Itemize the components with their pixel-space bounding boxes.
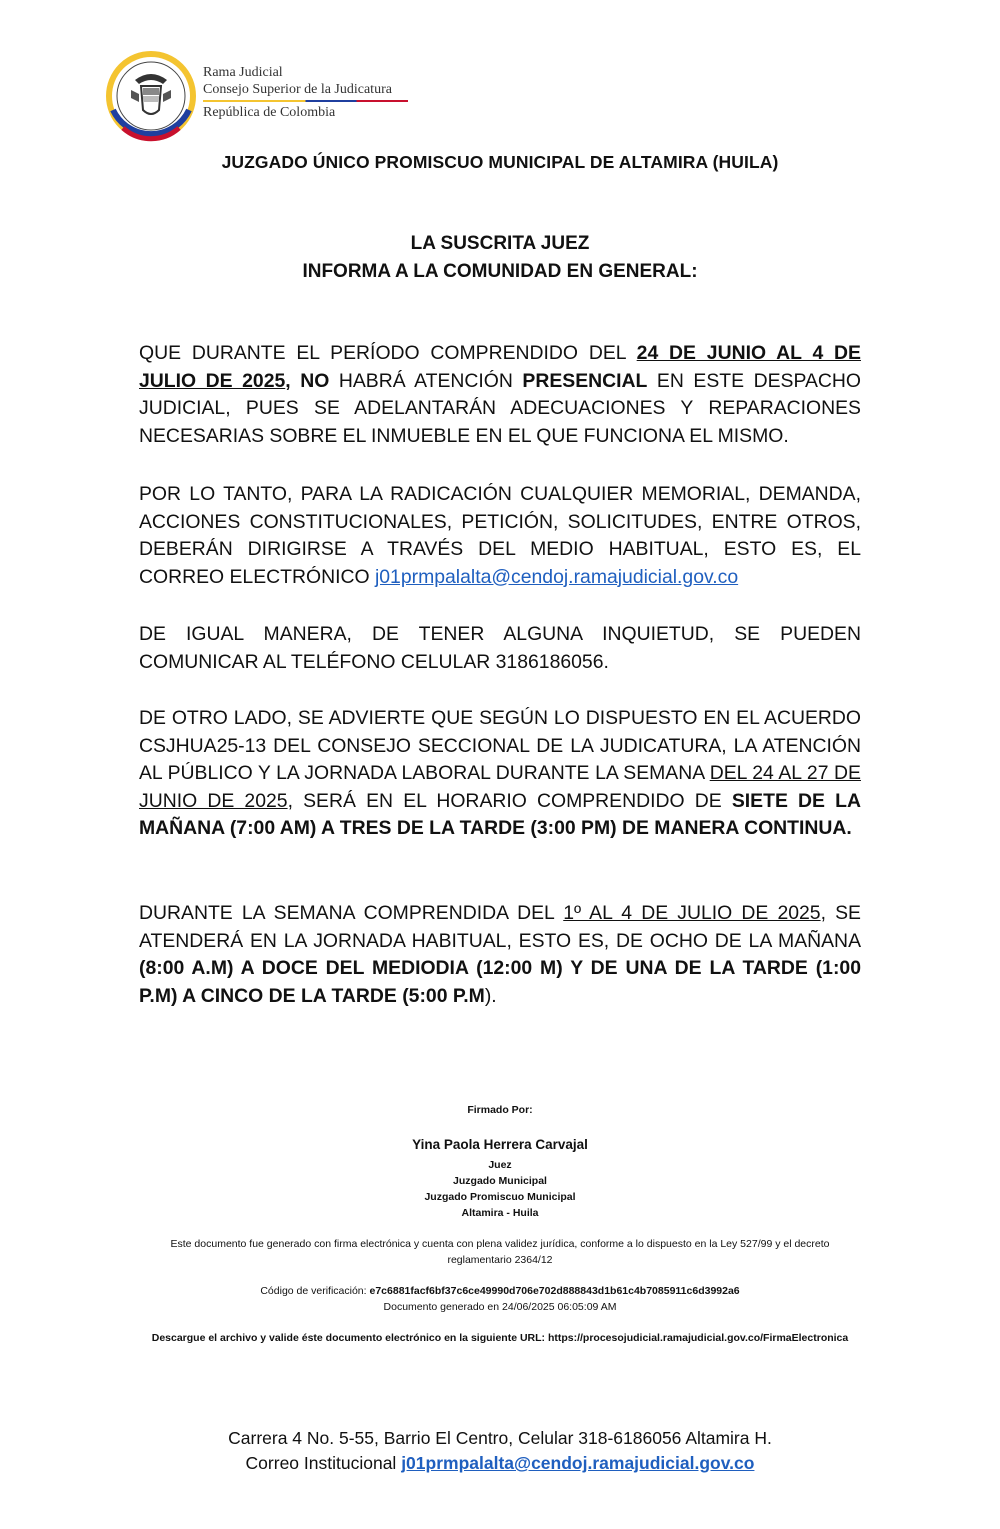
p3-text: DE IGUAL MANERA, DE TENER ALGUNA INQUIETUD, SE PUEDEN COMUNICAR AL TELÉFONO CELULAR 3186186056. (139, 623, 861, 673)
footer-email-link[interactable]: j01prmpalalta@cendoj.ramajudicial.gov.co (401, 1453, 755, 1473)
p5-hours: (8:00 A.M) A DOCE DEL MEDIODIA (12:00 M) Y DE UNA DE LA TARDE (1:00 P.M) A CINCO DE LA TARDE (5:00 P.M (139, 957, 861, 1007)
p1-text-1: QUE DURANTE EL PERÍODO COMPRENDIDO DEL (139, 342, 637, 364)
p4-text-2: , SERÁ EN EL HORARIO COMPRENDIDO DE (287, 789, 732, 812)
court-name: JUZGADO ÚNICO PROMISCUO MUNICIPAL DE ALTAMIRA (HUILA) (221, 152, 779, 172)
signer-role-4: Altamira - Huila (461, 1207, 539, 1219)
paragraph-schedule-july (139, 900, 861, 1010)
p1-no: , NO (285, 369, 330, 392)
validation-url: Descargue el archivo y valide éste documento electrónico en la siguiente URL: https://procesojudicial.ramajudicial.gov.co/FirmaElectronica (151, 1332, 849, 1344)
signer-roles (0, 1157, 1000, 1221)
p1-text-3: EN ESTE DESPACHO JUDICIAL, PUES SE ADELANTARÁN ADECUACIONES Y REPARACIONES NECESARIAS SOBRE EL INMUEBLE EN EL QUE FUNCIONA EL MISMO. (139, 369, 861, 447)
logo-text (203, 64, 408, 121)
p1-presencial: PRESENCIAL (522, 369, 648, 392)
footer-email-label: Correo Institucional (245, 1453, 402, 1473)
p4-dates: DEL 24 AL 27 DE JUNIO DE 2025 (139, 762, 861, 812)
verification-block (0, 1283, 1000, 1315)
legal-note (0, 1236, 1000, 1268)
footer-email-line (0, 1451, 1000, 1476)
colombia-judicial-seal-icon (105, 50, 197, 142)
p4-text-1: DE OTRO LADO, SE ADVIERTE QUE SEGÚN LO DISPUESTO EN EL ACUERDO CSJHUA25-13 DEL CONSEJO SECCIONAL DE LA JUDICATURA, LA ATENCIÓN AL PÚBLICO Y LA JORNADA LABORAL DURANTE LA SEMANA (139, 707, 861, 784)
signed-by-label: Firmado Por: (467, 1104, 533, 1116)
p5-end: ). (484, 984, 497, 1007)
logo-line-1: Rama Judicial (203, 65, 283, 80)
p2-text: POR LO TANTO, PARA LA RADICACIÓN CUALQUIER MEMORIAL, DEMANDA, ACCIONES CONSTITUCIONALES, PETICIÓN, SOLICITUDES, ENTRE OTROS, DEBERÁN DIRIGIRSE A TRAVÉS DEL MEDIO HABITUAL, ESTO ES, EL CORREO ELECTRÓNICO (139, 483, 861, 588)
legal-note-text: Este documento fue generado con firma electrónica y cuenta con plena validez jurídica, conforme a lo dispuesto en la Ley 527/99 y el decreto reglamentario 2364/12 (170, 1238, 830, 1266)
p1-text-2: HABRÁ ATENCIÓN (329, 369, 523, 392)
paragraph-schedule-june (139, 705, 861, 843)
p4-hours: SIETE DE LA MAÑANA (7:00 AM) A TRES DE LA TARDE (3:00 PM) DE MANERA CONTINUA. (139, 789, 861, 839)
flag-rule (203, 100, 408, 102)
p5-text-2: , SE ATENDERÁ EN LA JORNADA HABITUAL, ESTO ES, DE OCHO DE LA MAÑANA (139, 902, 861, 952)
code-label: Código de verificación: (260, 1285, 370, 1297)
signer-role-1: Juez (488, 1159, 512, 1171)
letterhead (105, 50, 425, 140)
paragraph-closure (139, 340, 861, 450)
email-link[interactable]: j01prmpalalta@cendoj.ramajudicial.gov.co (374, 565, 739, 588)
signer-name: Yina Paola Herrera Carvajal (412, 1137, 588, 1152)
signer-role-2: Juzgado Municipal (453, 1175, 547, 1187)
verification-code: e7c6881facf6bf37c6ce49990d706e702d888843d1b61c4b7085911c6d3992a6 (369, 1285, 740, 1297)
logo-line-3: República de Colombia (203, 105, 336, 120)
p5-text-1: DURANTE LA SEMANA COMPRENDIDA DEL (139, 902, 564, 924)
generated-date: Documento generado en 24/06/2025 06:05:09 AM (383, 1301, 617, 1313)
p1-dates: 24 DE JUNIO AL 4 DE JULIO DE 2025 (139, 342, 861, 392)
logo-line-2: Consejo Superior de la Judicatura (203, 82, 392, 97)
title-line-2: INFORMA A LA COMUNIDAD EN GENERAL: (302, 261, 698, 282)
paragraph-email (139, 481, 861, 591)
p5-dates: 1º AL 4 DE JULIO DE 2025 (563, 902, 821, 924)
footer-address: Carrera 4 No. 5-55, Barrio El Centro, Celular 318-6186056 Altamira H. (228, 1428, 772, 1448)
paragraph-phone (139, 621, 861, 676)
title-line-1: LA SUSCRITA JUEZ (410, 233, 590, 254)
signer-role-3: Juzgado Promiscuo Municipal (424, 1191, 576, 1203)
